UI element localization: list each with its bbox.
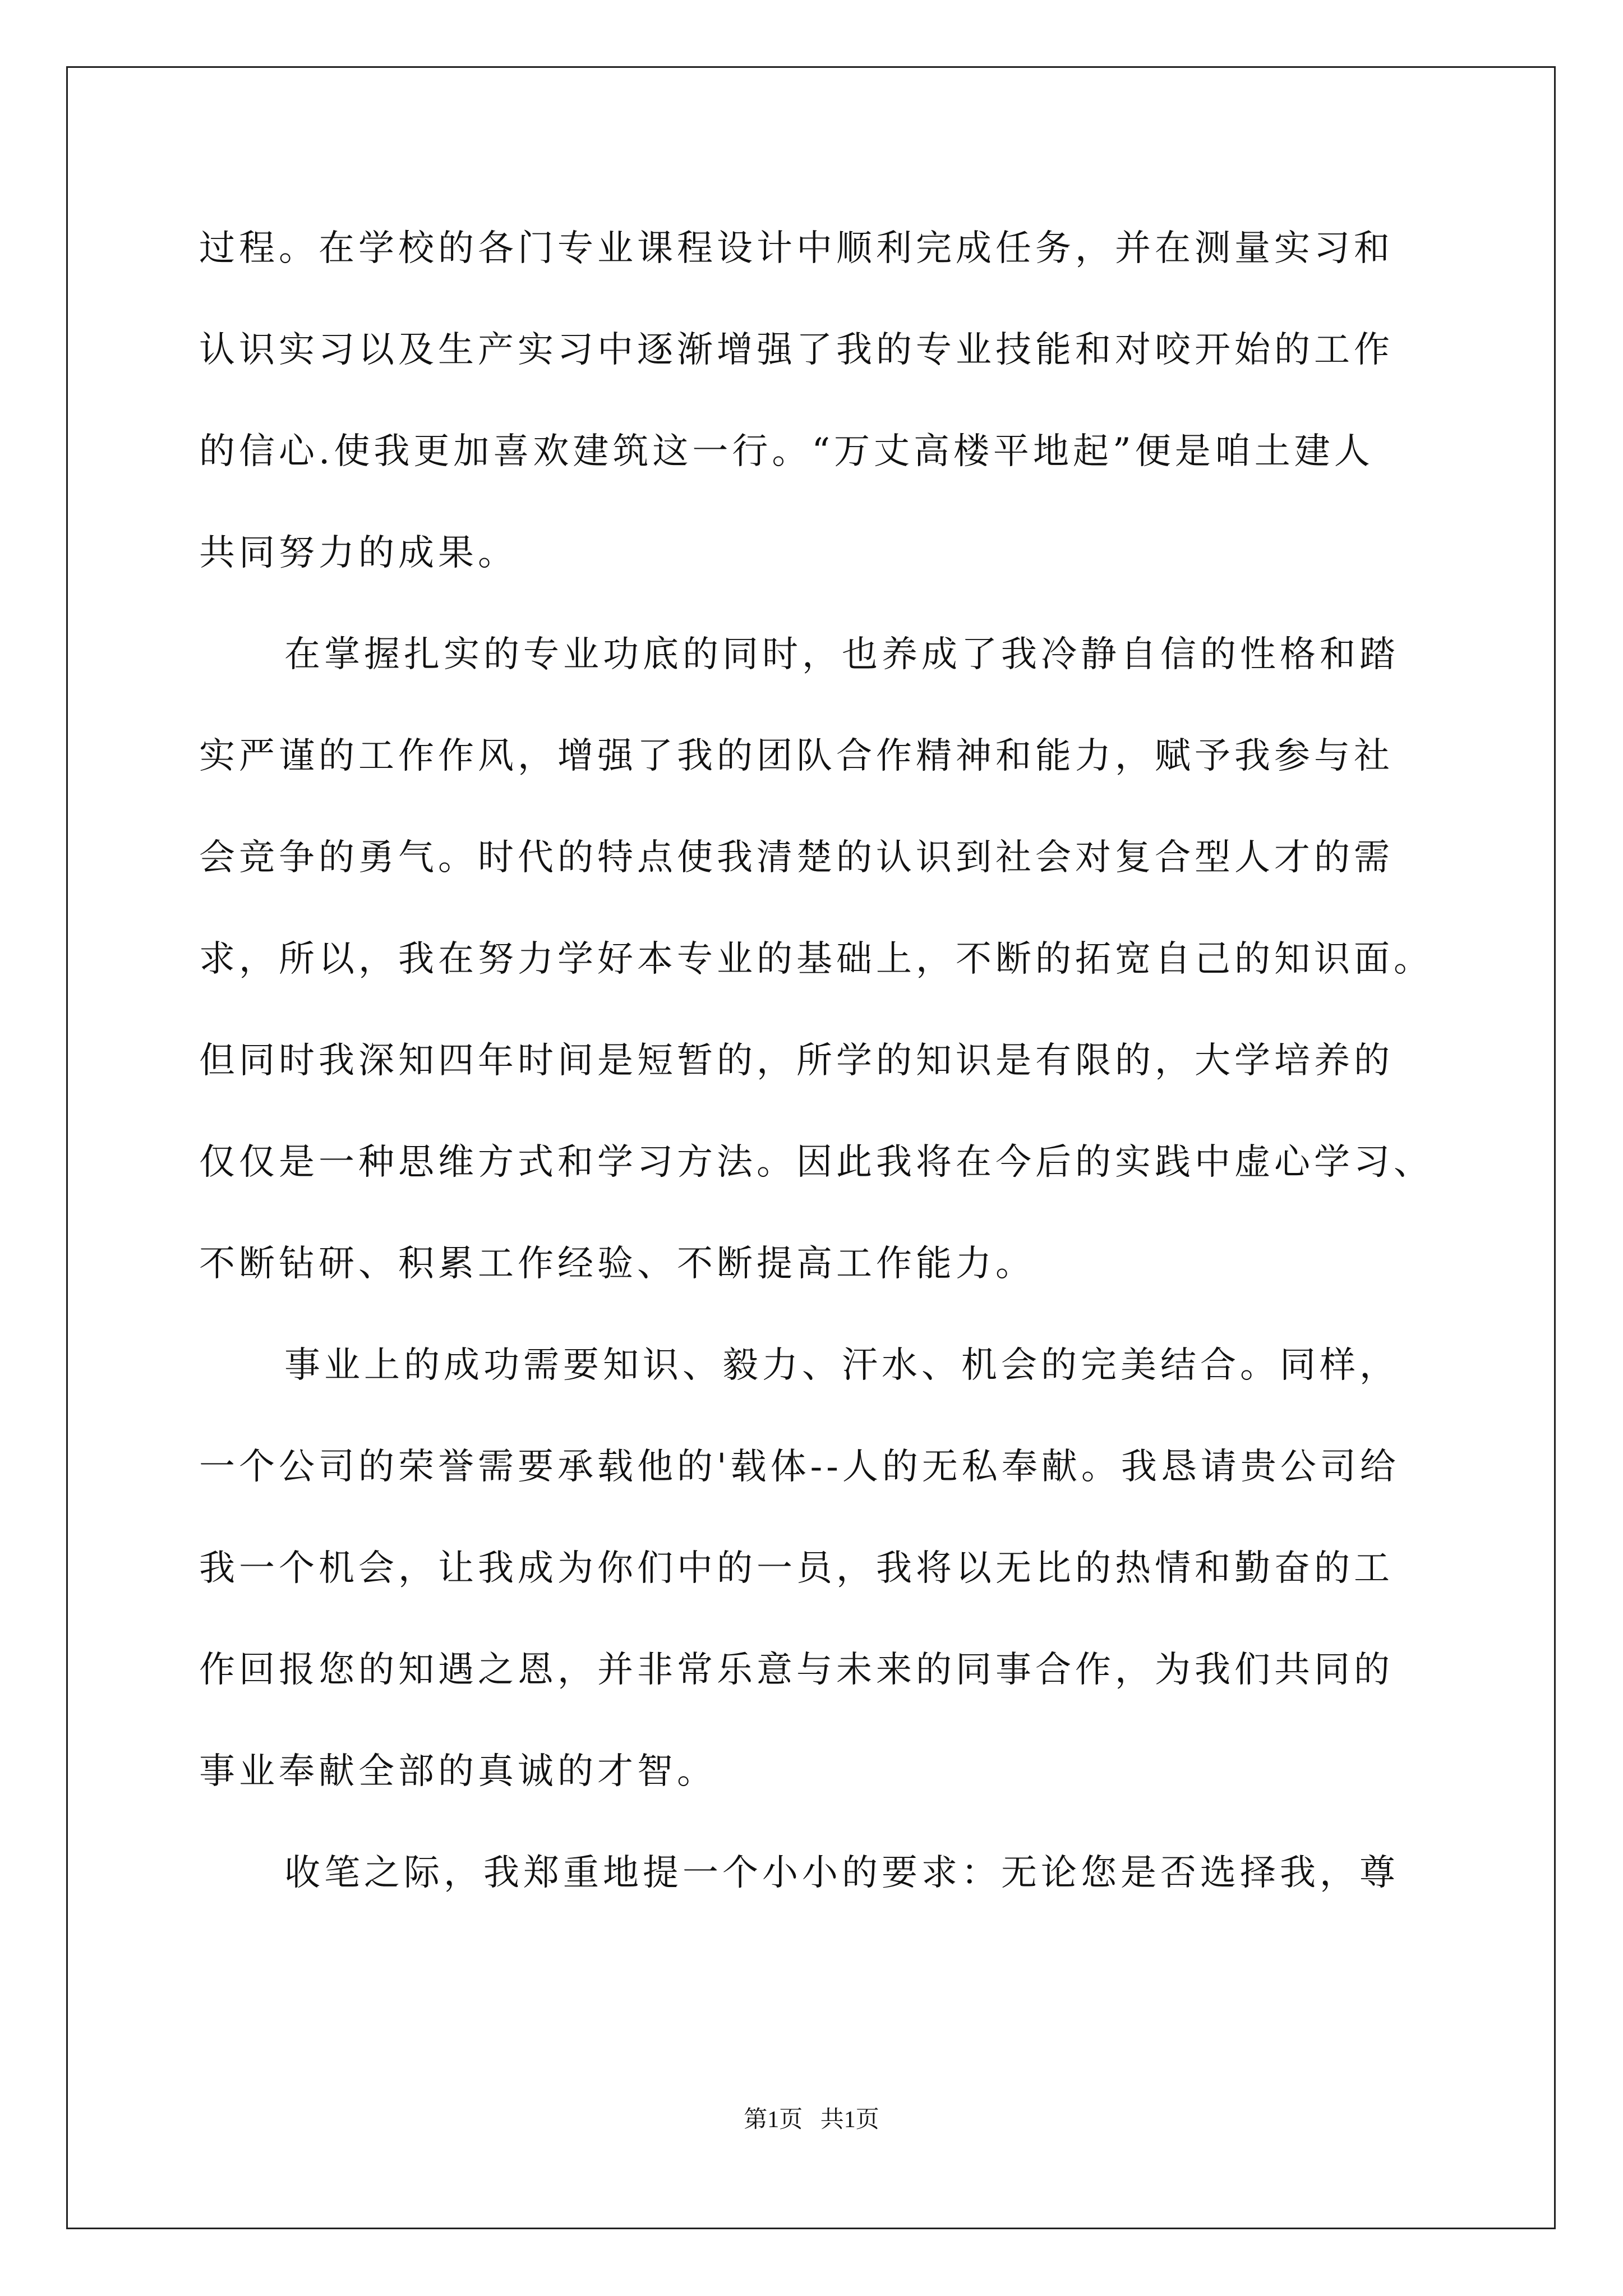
text-line: 但同时我深知四年时间是短暂的，所学的知识是有限的，大学培养的 bbox=[199, 1040, 1394, 1082]
text-line: 作回报您的知遇之恩，并非常乐意与未来的同事合作，为我们共同的 bbox=[199, 1649, 1394, 1691]
text-line: 事业奉献全部的真诚的才智。 bbox=[199, 1751, 717, 1792]
paragraph-start-line: 在掌握扎实的专业功底的同时，也养成了我冷静自信的性格和踏 bbox=[284, 634, 1399, 675]
text-line: 实严谨的工作作风，增强了我的团队合作精神和能力，赋予我参与社 bbox=[199, 735, 1394, 777]
paragraph-start-line: 事业上的成功需要知识、毅力、汗水、机会的完美结合。同样， bbox=[284, 1345, 1399, 1386]
paragraph-start-line: 收笔之际，我郑重地提一个小小的要求：无论您是否选择我，尊 bbox=[284, 1852, 1399, 1894]
document-body bbox=[199, 212, 1455, 1938]
text-line: 共同努力的成果。 bbox=[199, 532, 518, 574]
text-line: 不断钻研、积累工作经验、不断提高工作能力。 bbox=[199, 1243, 1035, 1285]
text-line: 一个公司的荣誉需要承载他的'载体--人的无私奉献。我恳请贵公司给 bbox=[199, 1446, 1400, 1488]
text-line: 我一个机会，让我成为你们中的一员，我将以无比的热情和勤奋的工 bbox=[199, 1548, 1394, 1589]
text-line: 认识实习以及生产实习中逐渐增强了我的专业技能和对咬开始的工作 bbox=[199, 329, 1394, 371]
page-number-footer: 第1页 共1页 bbox=[744, 2107, 879, 2133]
text-line: 的信心.使我更加喜欢建筑这一行。“万丈高楼平地起”便是咱土建人 bbox=[199, 431, 1374, 472]
text-line: 过程。在学校的各门专业课程设计中顺利完成任务，并在测量实习和 bbox=[199, 228, 1394, 269]
text-line: 求，所以，我在努力学好本专业的基础上，不断的拓宽自己的知识面。 bbox=[199, 938, 1433, 980]
text-line: 仅仅是一种思维方式和学习方法。因此我将在今后的实践中虚心学习、 bbox=[199, 1142, 1433, 1183]
text-line: 会竞争的勇气。时代的特点使我清楚的认识到社会对复合型人才的需 bbox=[199, 837, 1394, 878]
